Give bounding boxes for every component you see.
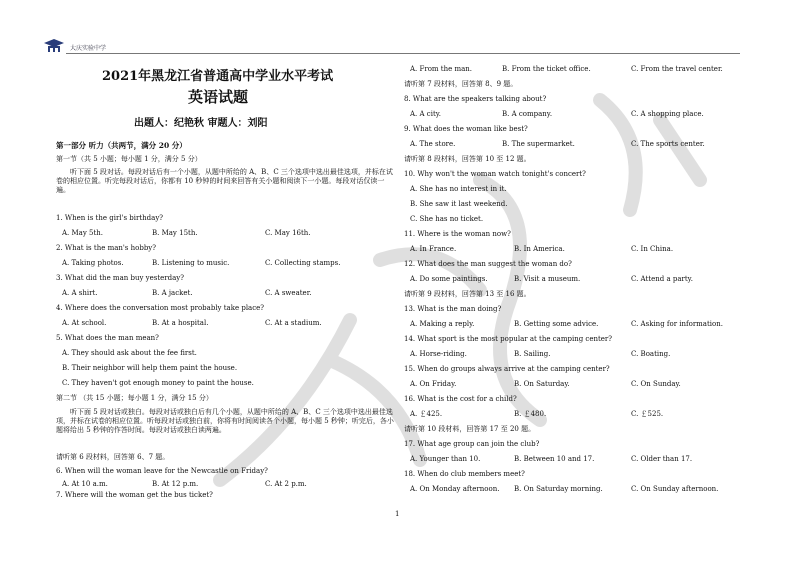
q1-option-c[interactable]: C. May 16th. [265, 229, 311, 237]
material-10-note: 请听第 10 段材料，回答第 17 至 20 题。 [404, 425, 536, 433]
q14-option-b[interactable]: B. Sailing. [514, 350, 551, 358]
part-heading: 第一部分 听力（共两节，满分 20 分） [56, 141, 187, 150]
question-4: 4. Where does the conversation most probably take place? [56, 304, 265, 312]
exam-title: 2021年黑龙江省普通高中学业水平考试 [102, 69, 334, 84]
material-9-note: 请听第 9 段材料，回答第 13 至 16 题。 [404, 290, 531, 298]
q4-option-c[interactable]: C. At a stadium. [265, 319, 322, 327]
school-logo-icon [42, 38, 66, 54]
page-number: 1 [395, 510, 400, 518]
q2-option-a[interactable]: A. Taking photos. [62, 259, 124, 267]
q8-option-a[interactable]: A. A city. [410, 110, 442, 118]
q7-option-a[interactable]: A. From the man. [410, 65, 473, 73]
q8-option-c[interactable]: C. A shopping place. [631, 110, 704, 118]
q11-option-a[interactable]: A. In France. [410, 245, 457, 253]
q16-option-b[interactable]: B. ￡480. [514, 410, 547, 418]
question-2: 2. What is the man's hobby? [56, 244, 157, 252]
q14-option-c[interactable]: C. Boating. [631, 350, 671, 358]
material-8-note: 请听第 8 段材料，回答第 10 至 12 题。 [404, 155, 531, 163]
q7-option-c[interactable]: C. From the travel center. [631, 65, 723, 73]
q9-option-b[interactable]: B. The supermarket. [502, 140, 575, 148]
q10-option-c[interactable]: C. She has no ticket. [410, 215, 484, 223]
question-18: 18. When do club members meet? [404, 470, 525, 478]
question-13: 13. What is the man doing? [404, 305, 502, 313]
question-5: 5. What does the man mean? [56, 334, 159, 342]
q5-option-c[interactable]: C. They haven't got enough money to paint the house. [62, 379, 254, 387]
q18-option-a[interactable]: A. On Monday afternoon. [410, 485, 500, 493]
exam-subtitle: 英语试题 [188, 88, 249, 106]
setter-line: 出题人：纪艳秋 审题人：刘阳 [134, 118, 268, 129]
q3-option-b[interactable]: B. A jacket. [152, 289, 193, 297]
q13-option-c[interactable]: C. Asking for information. [631, 320, 723, 328]
q2-option-c[interactable]: C. Collecting stamps. [265, 259, 341, 267]
section-heading: 第一节（共 5 小题；每小题 1 分，满分 5 分） [56, 155, 202, 163]
school-name: 大庆实验中学 [70, 45, 107, 52]
q4-option-a[interactable]: A. At school. [62, 319, 107, 327]
q13-option-b[interactable]: B. Getting some advice. [514, 320, 599, 328]
q15-option-a[interactable]: A. On Friday. [410, 380, 457, 388]
q5-option-a[interactable]: A. They should ask about the fee first. [62, 349, 197, 357]
section-2-heading: 第二节 （共 15 小题；每小题 1 分，满分 15 分） [56, 394, 213, 402]
q6-option-a[interactable]: A. At 10 a.m. [62, 480, 108, 488]
q6-option-b[interactable]: B. At 12 p.m. [152, 480, 199, 488]
question-3: 3. What did the man buy yesterday? [56, 274, 184, 282]
q7-option-b[interactable]: B. From the ticket office. [502, 65, 591, 73]
question-14: 14. What sport is the most popular at the camping center? [404, 335, 613, 343]
q13-option-a[interactable]: A. Making a reply. [410, 320, 475, 328]
q18-option-b[interactable]: B. On Saturday morning. [514, 485, 603, 493]
q11-option-b[interactable]: B. In America. [514, 245, 565, 253]
q3-option-c[interactable]: C. A sweater. [265, 289, 312, 297]
q8-option-b[interactable]: B. A company. [502, 110, 553, 118]
q9-option-c[interactable]: C. The sports center. [631, 140, 705, 148]
q5-option-b[interactable]: B. Their neighbor will help them paint the house. [62, 364, 238, 372]
q6-option-c[interactable]: C. At 2 p.m. [265, 480, 307, 488]
question-7: 7. Where will the woman get the bus ticket? [56, 491, 213, 499]
material-7-note: 请听第 7 段材料，回答第 8、9 题。 [404, 80, 518, 88]
material-6-note: 请听第 6 段材料，回答第 6、7 题。 [56, 453, 170, 461]
q10-option-b[interactable]: B. She saw it last weekend. [410, 200, 508, 208]
q12-option-a[interactable]: A. Do some paintings. [410, 275, 488, 283]
question-8: 8. What are the speakers talking about? [404, 95, 547, 103]
q18-option-c[interactable]: C. On Sunday afternoon. [631, 485, 719, 493]
page-header [42, 38, 740, 56]
q4-option-b[interactable]: B. At a hospital. [152, 319, 209, 327]
q10-option-a[interactable]: A. She has no interest in it. [410, 185, 507, 193]
q16-option-a[interactable]: A. ￡425. [410, 410, 443, 418]
q1-option-a[interactable]: A. May 5th. [62, 229, 104, 237]
question-12: 12. What does the man suggest the woman do? [404, 260, 572, 268]
q2-option-b[interactable]: B. Listening to music. [152, 259, 230, 267]
q15-option-b[interactable]: B. On Saturday. [514, 380, 570, 388]
q15-option-c[interactable]: C. On Sunday. [631, 380, 681, 388]
q9-option-a[interactable]: A. The store. [410, 140, 456, 148]
q12-option-c[interactable]: C. Attend a party. [631, 275, 693, 283]
q1-option-b[interactable]: B. May 15th. [152, 229, 198, 237]
question-9: 9. What does the woman like best? [404, 125, 528, 133]
section-instructions: 听下面 5 段对话。每段对话后有一个小题，从题中所给的 A、B、C 三个选项中选出最佳选项，并标在试卷的相应位置。听完每段对话后，你都有 10 秒钟的时间来回答有关小题和阅读下一小题。每段对话仅读一遍。 [56, 168, 393, 194]
q14-option-a[interactable]: A. Horse-riding. [410, 350, 467, 358]
q16-option-c[interactable]: C. ￡525. [631, 410, 664, 418]
question-17: 17. What age group can join the club? [404, 440, 540, 448]
q3-option-a[interactable]: A. A shirt. [62, 289, 98, 297]
question-1: 1. When is the girl's birthday? [56, 214, 164, 222]
q12-option-b[interactable]: B. Visit a museum. [514, 275, 581, 283]
q17-option-c[interactable]: C. Older than 17. [631, 455, 693, 463]
question-6: 6. When will the woman leave for the Newcastle on Friday? [56, 467, 268, 475]
section-2-instructions: 听下面 5 段对话或独白。每段对话或独白后有几个小题，从题中所给的 A、B、C 三个选项中选出最佳选项，并标在试卷的相应位置。听每段对话或独白前，你将有时间阅读各个小题，每小题 5 秒钟；听完后，各小题将给出 5 秒钟的作答时间。每段对话或独白读两遍。 [56, 408, 394, 434]
q17-option-a[interactable]: A. Younger than 10. [410, 455, 481, 463]
q17-option-b[interactable]: B. Between 10 and 17. [514, 455, 595, 463]
question-11: 11. Where is the woman now? [404, 230, 511, 238]
question-15: 15. When do groups always arrive at the camping center? [404, 365, 610, 373]
question-10: 10. Why won't the woman watch tonight's concert? [404, 170, 586, 178]
question-16: 16. What is the cost for a child? [404, 395, 517, 403]
header-rule [66, 53, 740, 54]
q11-option-c[interactable]: C. In China. [631, 245, 674, 253]
